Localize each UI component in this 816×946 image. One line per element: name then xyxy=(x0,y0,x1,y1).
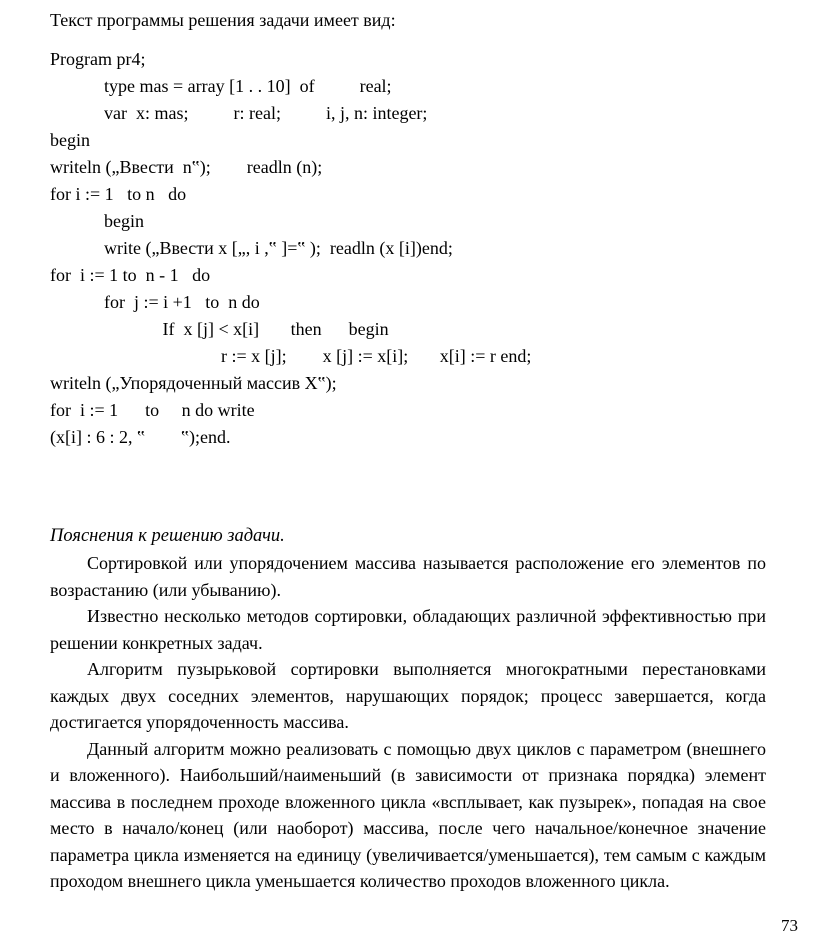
code-line: r := x [j]; x [j] := x[i]; x[i] := r end; xyxy=(50,346,532,366)
code-line: write („Ввести x [„, i ,‟ ]=‟ ); readln (x [i])end; xyxy=(50,238,453,258)
code-line: (x[i] : 6 : 2, ‟ ‟);end. xyxy=(50,427,231,447)
intro-text: Текст программы решения задачи имеет вид: xyxy=(50,10,396,30)
code-line: begin xyxy=(50,211,144,231)
code-line: for i := 1 to n do write xyxy=(50,400,255,420)
code-line: begin xyxy=(50,130,90,150)
code-line: writeln („Упорядоченный массив Х‟); xyxy=(50,373,337,393)
code-line: If x [j] < x[i] then begin xyxy=(50,319,389,339)
explanation-heading: Пояснения к решению задачи. xyxy=(50,526,285,546)
code-line: Program pr4; xyxy=(50,49,146,69)
code-line: var x: mas; r: real; i, j, n: integer; xyxy=(50,103,428,123)
code-line: for i := 1 to n do xyxy=(50,184,187,204)
program-code-block xyxy=(50,46,766,451)
explanation-paragraph: Данный алгоритм можно реализовать с помощью двух циклов с параметром (внешнего и вложенного). Наибольший/наименьший (в зависимости от признака порядка) элемент массива в последнем проходе вложенного цикла «всплывает, как пузырек», попадая на свое место в начало/конец (или наоборот) массива, после чего начальное/конечное значение параметра цикла изменяется на единицу (увеличивается/уменьшается), тем самым с каждым проходом внешнего цикла уменьшается количество проходов вложенного цикла. xyxy=(50,738,766,891)
page-number: 73 xyxy=(781,916,798,935)
explanation-paragraph: Известно несколько методов сортировки, обладающих различной эффективностью при решении конкретных задач. xyxy=(50,606,766,653)
explanation-paragraph: Сортировкой или упорядочением массива называется расположение его элементов по возрастанию (или убыванию). xyxy=(50,553,766,600)
code-line: for j := i +1 to n do xyxy=(50,292,260,312)
code-line: for i := 1 to n - 1 do xyxy=(50,265,211,285)
code-line: writeln („Ввести n‟); readln (n); xyxy=(50,157,323,177)
code-line: type mas = array [1 . . 10] of real; xyxy=(50,76,392,96)
explanation-paragraph: Алгоритм пузырьковой сортировки выполняется многократными перестановками каждых двух соседних элементов, нарушающих порядок; процесс завершается, когда достигается упорядоченность массива. xyxy=(50,659,766,732)
